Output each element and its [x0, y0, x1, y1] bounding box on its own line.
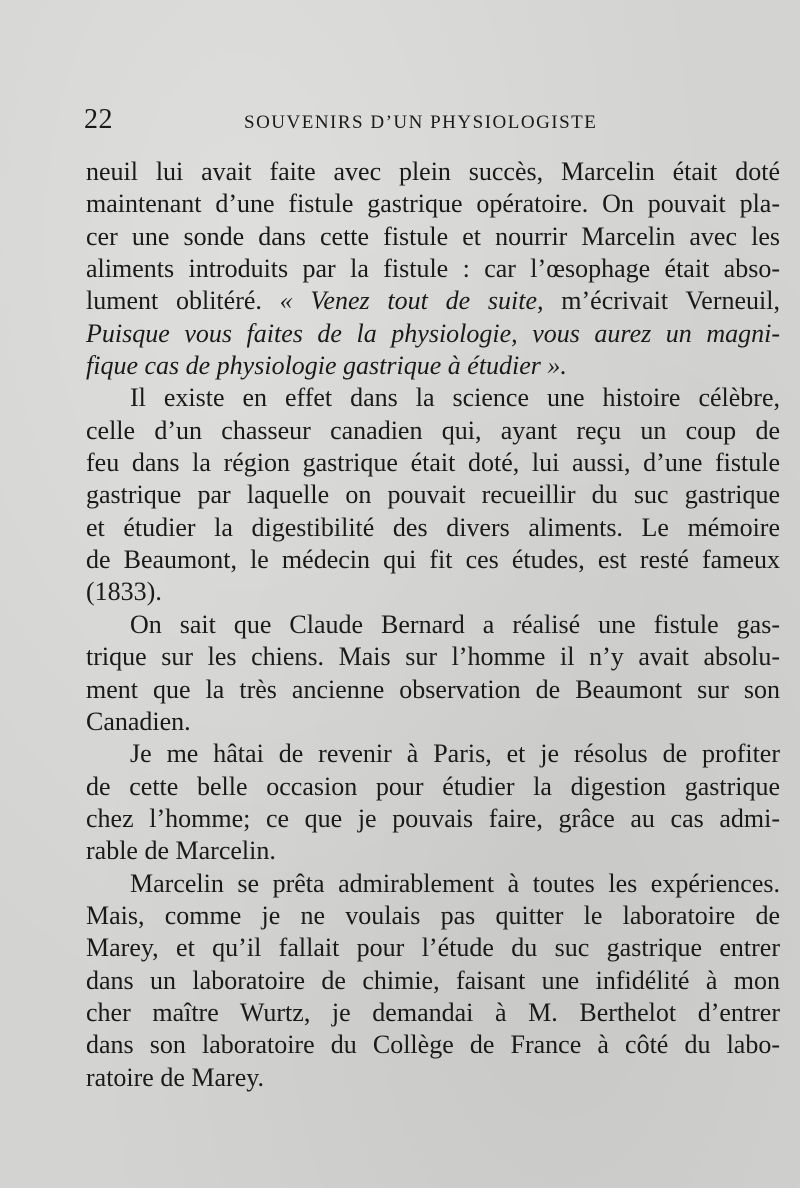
text-line: feu dans la région gastrique était doté, lui aussi, d’une fistule	[86, 448, 780, 478]
running-head: SOUVENIRS D’UN PHYSIOLOGISTE	[244, 112, 598, 133]
text-line: dans son laboratoire du Collège de France à côté du labo-	[86, 1030, 780, 1060]
text-line: cher maître Wurtz, je demandai à M. Berthelot d’entrer	[86, 997, 780, 1027]
text-line: rable de Marcelin.	[86, 836, 276, 866]
text-line: ment que la très ancienne observation de Beaumont sur son	[86, 674, 780, 704]
text-line: (1833).	[86, 577, 162, 607]
text-line: Je me hâtai de revenir à Paris, et je résolus de profiter	[130, 739, 780, 769]
text-line: dans un laboratoire de chimie, faisant une infidélité à mon	[86, 965, 780, 995]
text-line: maintenant d’une fistule gastrique opératoire. On pouvait pla-	[86, 189, 780, 219]
body-text	[86, 156, 780, 1094]
text-line: Canadien.	[86, 706, 191, 736]
text-line: Marey, et qu’il fallait pour l’étude du suc gastrique entrer	[86, 933, 780, 963]
text-line: gastrique par laquelle on pouvait recueillir du suc gastrique	[86, 480, 780, 510]
text-line	[86, 285, 780, 317]
text-line: de Beaumont, le médecin qui fit ces études, est resté fameux	[86, 545, 780, 575]
text-fragment: m’écrivait Verneuil,	[561, 286, 780, 316]
text-line: aliments introduits par la fistule : car l’œsophage était abso-	[86, 254, 780, 284]
text-line: trique sur les chiens. Mais sur l’homme il n’y avait absolu-	[86, 642, 780, 672]
italic-quote-fragment: « Venez tout de suite,	[279, 286, 544, 316]
text-line: celle d’un chasseur canadien qui, ayant reçu un coup de	[86, 415, 780, 445]
page-header	[84, 104, 784, 140]
text-line: de cette belle occasion pour étudier la digestion gastrique	[86, 771, 780, 801]
text-line: Marcelin se prêta admirablement à toutes les expériences.	[130, 868, 780, 898]
text-line: ratoire de Marey.	[86, 1062, 265, 1092]
text-fragment: lument oblitéré.	[86, 286, 262, 316]
page-number: 22	[84, 104, 113, 135]
text-line: et étudier la digestibilité des divers aliments. Le mémoire	[86, 512, 780, 542]
text-line: chez l’homme; ce que je pouvais faire, grâce au cas admi-	[86, 803, 780, 833]
text-line: Il existe en effet dans la science une histoire célèbre,	[130, 383, 780, 413]
text-line: Mais, comme je ne voulais pas quitter le laboratoire de	[86, 900, 780, 930]
text-line: On sait que Claude Bernard a réalisé une fistule gas-	[130, 609, 780, 639]
italic-quote-line: Puisque vous faites de la physiologie, vous aurez un magni-	[86, 318, 780, 348]
text-line: neuil lui avait faite avec plein succès, Marcelin était doté	[86, 157, 780, 186]
italic-quote-line: fique cas de physiologie gastrique à étudier ».	[86, 351, 567, 381]
text-line: cer une sonde dans cette fistule et nourrir Marcelin avec les	[86, 221, 780, 251]
